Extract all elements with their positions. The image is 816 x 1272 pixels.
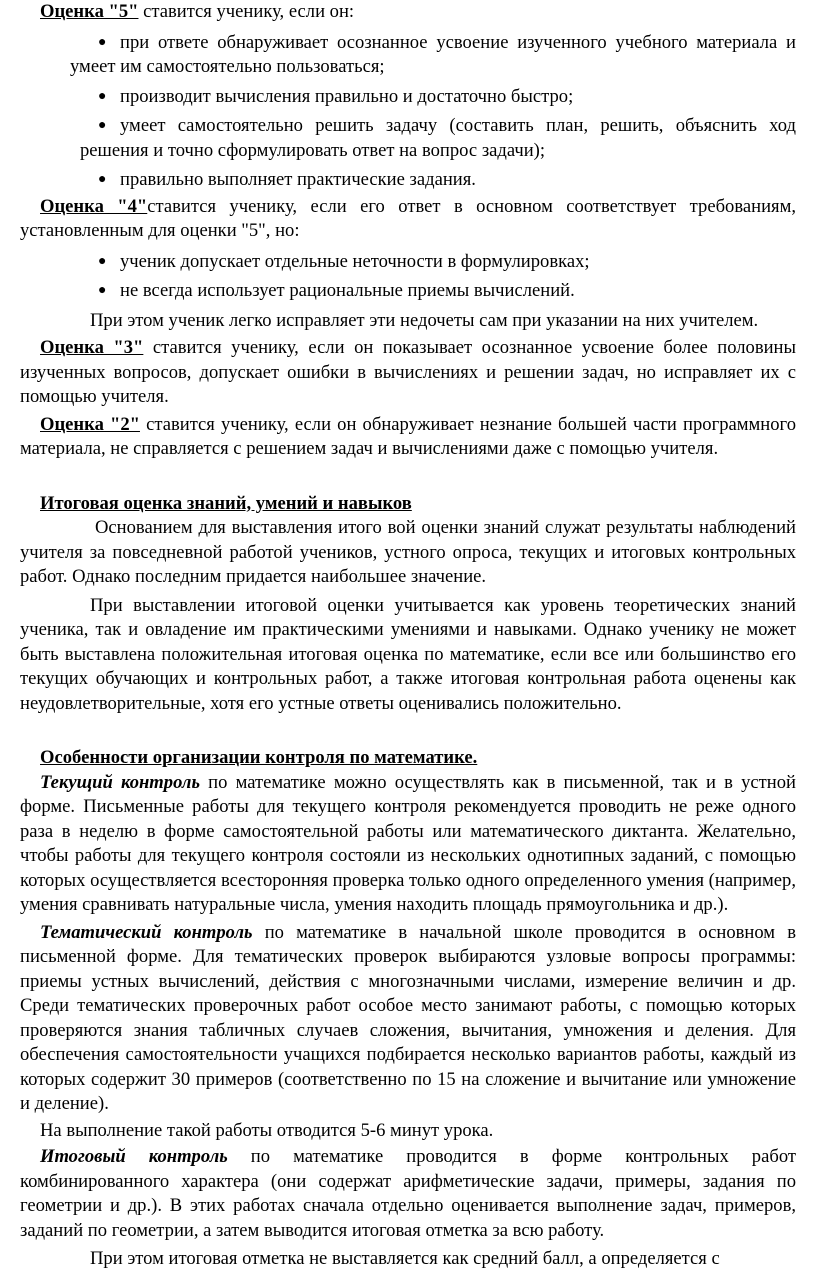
grade4-text: ставится ученику, если его ответ в основном соответствует требованиям, установленным для оценки "5", но: (20, 195, 796, 241)
grade5-paragraph (20, 0, 796, 25)
thematic-control-term: Тематический контроль (40, 921, 253, 943)
grade2-label: Оценка "2" (40, 413, 140, 435)
grade2-paragraph (20, 413, 796, 462)
final-paragraph-1: Основанием для выставления итого вой оценки знаний служат результаты наблюдений учителя за повседневной работой учеников, устного опроса, текущих и итоговых контрольных работ. Однако последним придается наибольшее значение. (20, 517, 796, 587)
final-control-term: Итоговый контроль (40, 1146, 228, 1167)
grade3-paragraph (20, 336, 796, 410)
final-paragraph-2: При выставлении итоговой оценки учитывается как уровень теоретических знаний ученика, так и овладение им практическими умениями и навыками. Однако ученику не может быть выставлена положительная итоговая оценка по математике, если все или большинство его текущих обучающих и контрольных работ, а также итоговая контрольная работа оценены как неудовлетворительные, хотя его устные ответы оценивались положительно. (20, 594, 796, 714)
last-line: При этом итоговая отметка не выставляется как средний балл, а определяется с (90, 1248, 720, 1269)
grade4-list (20, 250, 796, 304)
final-assessment-heading: Итоговая оценка знаний, умений и навыков (40, 492, 412, 514)
bullet-icon: ● (98, 172, 107, 187)
list-item: ● правильно выполняет практические задания. (20, 168, 796, 193)
grade3-label: Оценка "3" (40, 337, 144, 358)
list-item: ● не всегда использует рациональные приемы вычислений. (20, 279, 796, 304)
bullet-icon: ● (98, 118, 107, 133)
grade3-text: ставится ученику, если он показывает осознанное усвоение более половины изученных вопросов, допускает ошибки в вычислениях и решении задач, но исправляет их с помощью учителя. (20, 337, 797, 407)
bullet-icon: ● (98, 34, 107, 50)
bullet-icon: ● (98, 88, 107, 104)
grade5-label: Оценка "5" (40, 1, 139, 22)
bullet-icon: ● (98, 283, 107, 298)
grade4-paragraph (20, 195, 796, 244)
list-item: ● производит вычисления правильно и достаточно быстро; (20, 85, 796, 110)
grade2-text: ставится ученику, если он обнаруживает незнание большей части программного материала, не справляется с решением задач и вычислениями даже с помощью учителя. (20, 413, 796, 459)
grade4-note: При этом ученик легко исправляет эти недочеты сам при указании на них учителем. (90, 309, 759, 331)
list-item: ● при ответе обнаруживает осознанное усвоение изученного учебного материала и умеет им самостоятельно пользоваться; (70, 31, 796, 77)
time-note: На выполнение такой работы отводится 5-6 минут урока. (40, 1119, 494, 1141)
bullet-icon: ● (98, 253, 107, 269)
list-item: ● умеет самостоятельно решить задачу (составить план, решить, объяснить ход решения и точно сформулировать ответ на вопрос задачи); (80, 115, 796, 161)
grade5-text: ставится ученику, если он: (138, 1, 355, 22)
grade5-list (20, 31, 796, 193)
control-heading: Особенности организации контроля по математике. (40, 747, 478, 768)
list-item: ● ученик допускает отдельные неточности в формулировках; (20, 250, 796, 275)
thematic-control-paragraph: Тематический контроль по математике в начальной школе проводится в основном в письменной форме. Для тематических проверок выбираются узловые вопросы программы: приемы устных вычислений, действия с многозначными числами, измерение величин и др. Среди тематических проверочных работ особое место занимают работы, с помощью которых проверяются знания табличных случаев сложения, вычитания, умножения и деления. Для обеспечения самостоятельности учащихся подбирается несколько вариантов работы, каждый из которых содержит 30 примеров (соответственно по 15 на сложение и вычитание или умножение и деление). (20, 921, 796, 1114)
grade4-label: Оценка "4" (40, 195, 148, 217)
document-page (20, 0, 796, 1272)
final-control-paragraph: Итоговый контроль по математике проводится в форме контрольных работ комбинированного характера (они содержат арифметические задачи, примеры, задания по геометрии и др.). В этих работах сначала отдельно оценивается выполнение задач, примеров, заданий по геометрии, а затем выводится итоговая отметка за всю работу. (20, 1146, 796, 1241)
current-control-paragraph: Текущий контроль по математике можно осуществлять как в письменной, так и в устной форме. Письменные работы для текущего контроля рекомендуется проводить не реже одного раза в неделю в форме самостоятельной работы или математического диктанта. Желательно, чтобы работы для текущего контроля состояли из нескольких однотипных заданий, с помощью которых осуществляется всесторонняя проверка только одного определенного умения (например, умения сравнивать натуральные числа, умения находить площадь прямоугольника и др.). (20, 771, 796, 915)
current-control-term: Текущий контроль (40, 771, 200, 793)
